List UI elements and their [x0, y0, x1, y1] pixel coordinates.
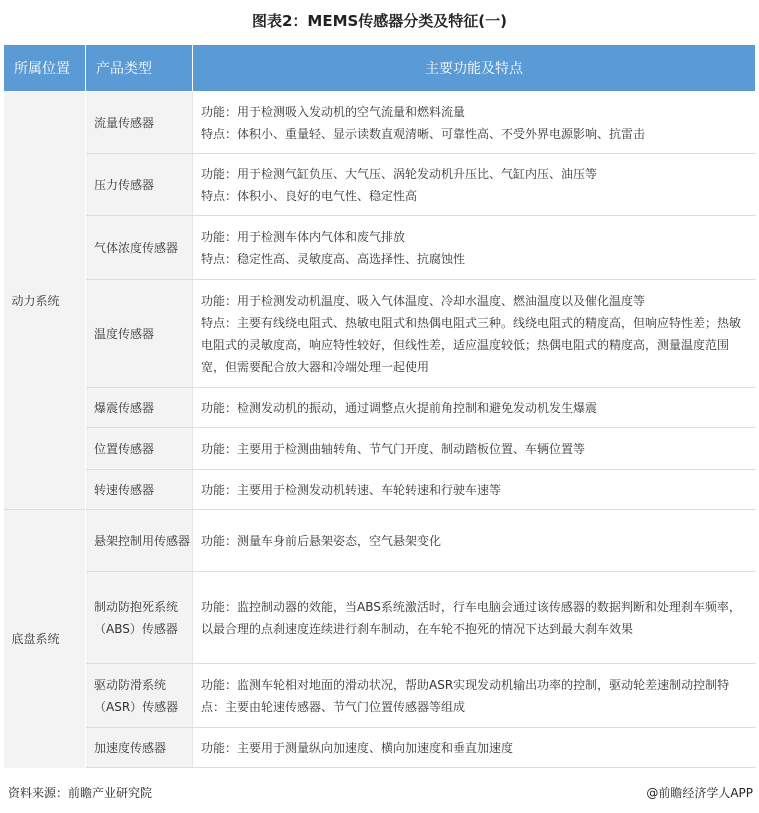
product-type-cell: 气体浓度传感器: [86, 216, 193, 280]
product-type-cell: 驱动防滑系统（ASR）传感器: [86, 664, 193, 728]
feature-line: 功能：主要用于测量纵向加速度、横向加速度和垂直加速度: [201, 740, 514, 755]
table-header-row: [4, 45, 756, 92]
feature-cell: [193, 388, 756, 428]
feature-cell: [193, 280, 756, 388]
feature-cell: [193, 728, 756, 768]
feature-cell: [193, 216, 756, 280]
table-row: [4, 216, 756, 280]
feature-line: 功能：用于检测气缸负压、大气压、涡轮发动机升压比、气缸内压、油压等: [201, 166, 598, 181]
source-note: 资料来源：前瞻产业研究院: [8, 786, 153, 800]
feature-cell: [193, 664, 756, 728]
product-type-cell: 位置传感器: [86, 428, 193, 470]
table-row: [4, 388, 756, 428]
feature-line: 功能：用于检测发动机温度、吸入气体温度、冷却水温度、燃油温度以及催化温度等: [201, 293, 646, 308]
header-features: 主要功能及特点: [193, 45, 756, 92]
feature-line: 功能：测量车身前后悬架姿态，空气悬架变化: [201, 533, 442, 548]
product-type-cell: 加速度传感器: [86, 728, 193, 768]
table-row: [4, 470, 756, 510]
feature-line: 功能：主要用于检测发动机转速、车轮转速和行驶车速等: [201, 482, 502, 497]
group-cell: 底盘系统: [4, 510, 86, 768]
table-row: [4, 92, 756, 154]
feature-line: 功能：主要用于检测曲轴转角、节气门开度、制动踏板位置、车辆位置等: [201, 441, 586, 456]
table-row: [4, 572, 756, 664]
feature-line: 特点：稳定性高、灵敏度高、高选择性、抗腐蚀性: [201, 251, 466, 266]
brand-note: @前瞻经济学人APP: [646, 786, 753, 800]
table-row: [4, 428, 756, 470]
product-type-cell: 转速传感器: [86, 470, 193, 510]
feature-line: 功能：检测发动机的振动，通过调整点火提前角控制和避免发动机发生爆震: [201, 400, 598, 415]
table-row: [4, 154, 756, 216]
feature-line: 特点：体积小、良好的电气性、稳定性高: [201, 188, 418, 203]
header-location: 所属位置: [4, 45, 86, 92]
feature-line: 功能：用于检测车体内气体和废气排放: [201, 229, 406, 244]
feature-cell: [193, 154, 756, 216]
table-row: [4, 280, 756, 388]
header-product-type: 产品类型: [86, 45, 193, 92]
chart-title: 图表2：MEMS传感器分类及特征(一): [251, 12, 508, 30]
feature-line: 特点：主要有线绕电阻式、热敏电阻式和热偶电阻式三种。线绕电阻式的精度高，但响应特性差；热敏电阻式的灵敏度高，响应特性较好，但线性差，适应温度较低；热偶电阻式的精度高，测量温度范围宽，但需要配合放大器和冷端处理一起使用: [201, 315, 742, 374]
feature-line: 功能：监控制动器的效能，当ABS系统激活时，行车电脑会通过该传感器的数据判断和处理刹车频率，以最合理的点刹速度连续进行刹车制动，在车轮不抱死的情况下达到最大刹车效果: [201, 599, 741, 636]
product-type-cell: 悬架控制用传感器: [86, 510, 193, 572]
group-cell: 动力系统: [4, 92, 86, 510]
feature-cell: [193, 572, 756, 664]
feature-cell: [193, 428, 756, 470]
feature-line: 特点：体积小、重量轻、显示读数直观清晰、可靠性高、不受外界电源影响、抗雷击: [201, 126, 646, 141]
table-row: [4, 728, 756, 768]
table-row: [4, 510, 756, 572]
sensor-table: [3, 44, 756, 768]
feature-cell: [193, 510, 756, 572]
feature-line: 功能：用于检测吸入发动机的空气流量和燃料流量: [201, 104, 466, 119]
product-type-cell: 爆震传感器: [86, 388, 193, 428]
feature-line: 功能：监测车轮相对地面的滑动状况，帮助ASR实现发动机输出功率的控制，驱动轮差速制动控制特点：主要由轮速传感器、节气门位置传感器等组成: [201, 677, 730, 714]
feature-cell: [193, 470, 756, 510]
feature-cell: [193, 92, 756, 154]
product-type-cell: 温度传感器: [86, 280, 193, 388]
product-type-cell: 制动防抱死系统（ABS）传感器: [86, 572, 193, 664]
product-type-cell: 压力传感器: [86, 154, 193, 216]
table-row: [4, 664, 756, 728]
product-type-cell: 流量传感器: [86, 92, 193, 154]
